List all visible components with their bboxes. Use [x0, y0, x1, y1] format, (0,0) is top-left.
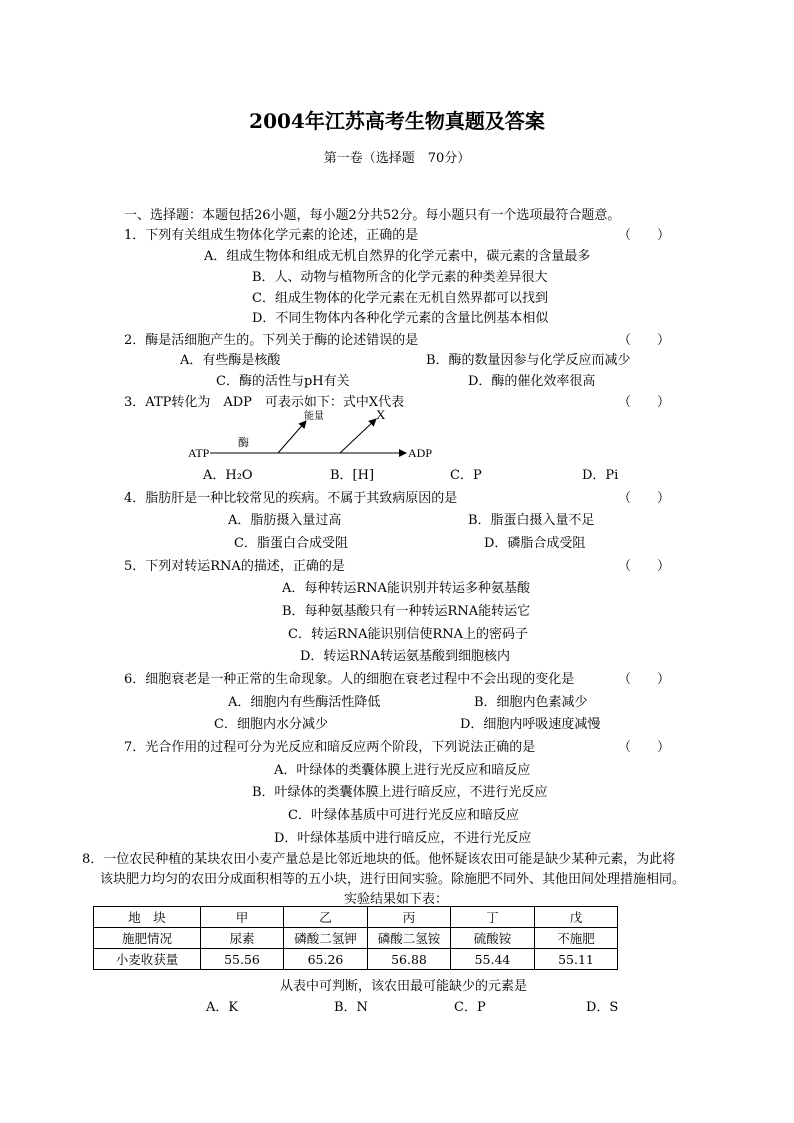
diagram-energy-label: 能量 — [304, 411, 324, 422]
q2-option-d: D．酶的催化效率很高 — [468, 374, 596, 389]
q5-answer-blank: （ ） — [618, 559, 671, 574]
q8-option-a: A．K — [206, 1000, 239, 1015]
table-header-cell: 乙 — [284, 907, 368, 928]
table-header-cell: 丙 — [368, 907, 451, 928]
table-cell: 尿素 — [201, 928, 284, 949]
results-table — [93, 906, 618, 970]
table-header-cell: 戊 — [535, 907, 618, 928]
q7-stem: 7．光合作用的过程可分为光反应和暗反应两个阶段，下列说法正确的是 — [124, 740, 536, 755]
q5-option-d: D．转运RNA转运氨基酸到细胞核内 — [300, 649, 510, 664]
q2-option-a: A．有些酶是核酸 — [180, 353, 281, 368]
q3-option-a: A．H₂O — [203, 468, 253, 483]
q4-stem: 4．脂肪肝是一种比较常见的疾病。不属于其致病原因的是 — [124, 491, 458, 506]
q2-answer-blank: （ ） — [618, 333, 671, 348]
table-header-cell: 甲 — [201, 907, 284, 928]
diagram-x-label: X — [376, 407, 386, 422]
q5-option-a: A．每种转运RNA能识别并转运多种氨基酸 — [282, 581, 530, 596]
q6-option-a: A．细胞内有些酶活性降低 — [228, 695, 381, 710]
q2-option-b: B．酶的数量因参与化学反应而减少 — [426, 353, 631, 368]
q7-option-b: B．叶绿体的类囊体膜上进行暗反应，不进行光反应 — [252, 785, 548, 800]
table-row — [94, 949, 618, 970]
section-subtitle: 第一卷（选择题 70分） — [323, 151, 471, 166]
q1-option-c: C．组成生物体的化学元素在无机自然界都可以找到 — [252, 291, 548, 306]
q3-option-c: C．P — [450, 468, 482, 483]
q8-option-c: C．P — [454, 1000, 486, 1015]
q3-stem: 3．ATP转化为 ADP 可表示如下：式中X代表 — [124, 395, 405, 410]
q1-answer-blank: （ ） — [618, 228, 671, 243]
q4-option-b: B．脂蛋白摄入量不足 — [468, 513, 595, 528]
q6-answer-blank: （ ） — [618, 672, 671, 687]
table-cell: 55.56 — [201, 949, 284, 970]
q6-stem: 6．细胞衰老是一种正常的生命现象。人的细胞在衰老过程中不会出现的变化是 — [124, 672, 575, 687]
diagram-atp-label: ATP — [188, 446, 210, 460]
q8-stem-line1: 8．一位农民种植的某块农田小麦产量总是比邻近地块的低。他怀疑该农田可能是缺少某种元素，为此将 — [82, 852, 676, 867]
q5-option-c: C．转运RNA能识别信使RNA上的密码子 — [288, 627, 529, 642]
diagram-enzyme-label: 酶 — [238, 436, 249, 449]
q1-option-b: B．人、动物与植物所含的化学元素的种类差异很大 — [252, 270, 548, 285]
table-cell: 小麦收获量 — [94, 949, 201, 970]
table-header-cell: 地 块 — [94, 907, 201, 928]
table-cell: 55.44 — [451, 949, 535, 970]
q4-option-d: D．磷脂合成受阻 — [484, 536, 586, 551]
table-row — [94, 928, 618, 949]
x-arrow — [340, 419, 376, 453]
q8-option-d: D．S — [586, 1000, 619, 1015]
table-cell: 65.26 — [284, 949, 368, 970]
table-cell: 磷酸二氢铵 — [368, 928, 451, 949]
table-cell: 55.11 — [535, 949, 618, 970]
q1-option-a: A．组成生物体和组成无机自然界的化学元素中，碳元素的含量最多 — [204, 249, 591, 264]
q8-option-b: B．N — [334, 1000, 368, 1015]
q4-answer-blank: （ ） — [618, 491, 671, 506]
q4-option-c: C．脂蛋白合成受阻 — [234, 536, 348, 551]
q7-option-c: C．叶绿体基质中可进行光反应和暗反应 — [288, 808, 519, 823]
q7-option-d: D．叶绿体基质中进行暗反应，不进行光反应 — [274, 831, 532, 846]
q3-answer-blank: （ ） — [618, 395, 671, 410]
q8-after-table: 从表中可判断，该农田最可能缺少的元素是 — [280, 979, 528, 994]
table-cell: 56.88 — [368, 949, 451, 970]
diagram-adp-label: ADP — [408, 446, 433, 460]
table-cell: 不施肥 — [535, 928, 618, 949]
table-cell: 硫酸铵 — [451, 928, 535, 949]
q6-option-d: D．细胞内呼吸速度减慢 — [460, 717, 601, 732]
atp-adp-diagram — [180, 405, 440, 465]
q5-stem: 5．下列对转运RNA的描述，正确的是 — [124, 559, 345, 574]
q3-option-d: D．Pi — [582, 468, 619, 483]
q2-stem: 2．酶是活细胞产生的。下列关于酶的论述错误的是 — [124, 333, 419, 348]
page-title: 2004年江苏高考生物真题及答案 — [249, 109, 545, 133]
q1-option-d: D．不同生物体内各种化学元素的含量比例基本相似 — [252, 311, 549, 326]
q7-answer-blank: （ ） — [618, 740, 671, 755]
table-cell: 磷酸二氢钾 — [284, 928, 368, 949]
q6-option-c: C．细胞内水分减少 — [214, 717, 328, 732]
q1-stem: 1．下列有关组成生物体化学元素的论述，正确的是 — [124, 228, 419, 243]
table-header-row — [94, 907, 618, 928]
q5-option-b: B．每种氨基酸只有一种转运RNA能转运它 — [282, 604, 531, 619]
table-cell: 施肥情况 — [94, 928, 201, 949]
q2-option-c: C．酶的活性与pH有关 — [216, 374, 350, 389]
section-intro: 一、选择题：本题包括26小题，每小题2分共52分。每小题只有一个选项最符合题意。 — [124, 208, 621, 223]
q8-table-caption: 实验结果如下表： — [344, 892, 449, 907]
q3-option-b: B．[H] — [330, 468, 375, 483]
q8-stem-line2: 该块肥力均匀的农田分成面积相等的五小块，进行田间实验。除施肥不同外、其他田间处理措施相同。 — [100, 872, 686, 887]
energy-arrow — [278, 421, 306, 453]
q4-option-a: A．脂肪摄入量过高 — [228, 513, 342, 528]
table-header-cell: 丁 — [451, 907, 535, 928]
q6-option-b: B．细胞内色素减少 — [474, 695, 588, 710]
q7-option-a: A．叶绿体的类囊体膜上进行光反应和暗反应 — [274, 763, 531, 778]
